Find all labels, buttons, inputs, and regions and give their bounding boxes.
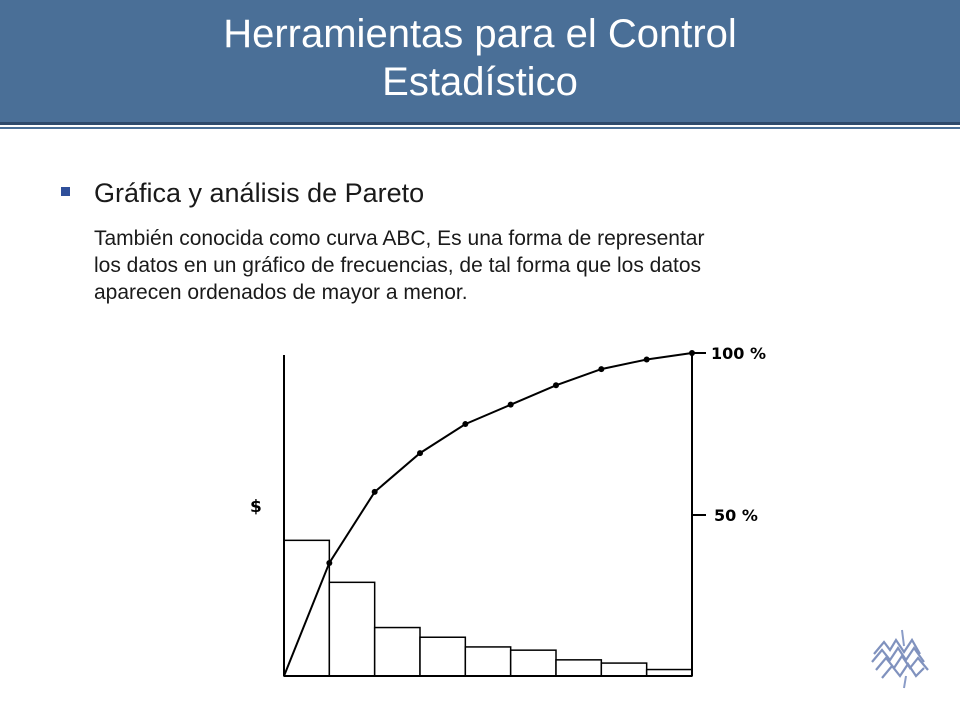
cumulative-point-4 [462, 421, 468, 427]
bar-1 [284, 540, 329, 676]
slide-title-line-1: Herramientas para el Control [223, 12, 737, 56]
right-axis-label-100: 100 % [711, 344, 766, 363]
cumulative-point-9 [689, 350, 695, 356]
right-axis-label-50: 50 % [714, 506, 758, 525]
bullet-square-icon [61, 187, 70, 196]
cumulative-point-6 [553, 382, 559, 388]
points-group [326, 350, 695, 566]
body-line-3: aparecen ordenados de mayor a menor. [94, 281, 468, 304]
body-line-2: los datos en un gráfico de frecuencias, de tal forma que los datos [94, 254, 702, 277]
bar-4 [420, 637, 465, 676]
cumulative-point-3 [417, 450, 423, 456]
cumulative-point-5 [508, 402, 514, 408]
bar-6 [511, 650, 556, 676]
bar-2 [329, 582, 374, 676]
slide-title-line-2: Estadístico [382, 60, 578, 104]
bar-7 [556, 660, 601, 676]
bar-3 [375, 628, 420, 676]
body-line-1: También conocida como curva ABC, Es una forma de representar [94, 227, 705, 250]
company-logo-icon [868, 628, 934, 690]
cumulative-point-1 [326, 560, 332, 566]
title-bar [0, 0, 960, 125]
slide-title [0, 10, 960, 106]
cumulative-point-8 [644, 356, 650, 362]
bar-8 [601, 663, 646, 676]
bars-group [284, 540, 692, 676]
cumulative-point-7 [598, 366, 604, 372]
cumulative-point-2 [372, 489, 378, 495]
left-axis-label: $ [250, 497, 262, 517]
bullet-heading: Gráfica y análisis de Pareto [94, 178, 425, 208]
bar-5 [465, 647, 510, 676]
body-text [94, 225, 894, 306]
pareto-chart [240, 330, 800, 690]
